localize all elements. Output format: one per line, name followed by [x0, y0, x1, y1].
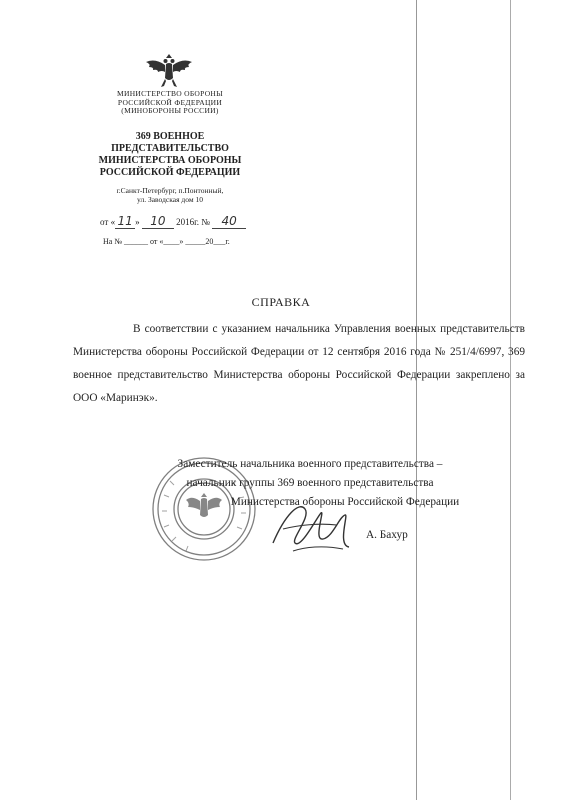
eagle-emblem-icon: [143, 50, 195, 90]
registration-date-line: [100, 214, 246, 229]
reg-day: 11: [115, 214, 135, 229]
unit-line: ПРЕДСТАВИТЕЛЬСТВО: [111, 143, 229, 154]
position-line: Министерства обороны Российской Федерации: [230, 496, 460, 508]
signer-name: А. Бахур: [366, 529, 408, 541]
address-line: ул. Заводская дом 10: [137, 194, 203, 204]
ministry-block: [70, 90, 270, 116]
unit-block: [70, 131, 270, 179]
reg-year-prefix: 2016г. №: [176, 217, 210, 227]
ministry-line: (МИНОБОРОНЫ РОССИИ): [121, 106, 219, 116]
address-line: г.Санкт-Петербург, п.Понтонный,: [116, 186, 224, 195]
signature-position-block: [150, 455, 470, 512]
registration-ref-line: На № ______ от «____» _____20___г.: [103, 237, 230, 246]
reg-from-prefix: от «: [100, 217, 116, 227]
body-paragraph: В соответствии с указанием начальника Управления военных представительств Министерства обороны Российской Федерации от 12 сентября 2016 года № 251/4/6997, 369 военное представительство Министерства обороны Российской Федерации закреплено за ООО «Маринэк».: [73, 323, 525, 404]
unit-line: РОССИЙСКОЙ ФЕДЕРАЦИИ: [99, 167, 241, 178]
reg-month: 10: [142, 214, 174, 229]
address-block: [70, 187, 270, 204]
document-body: [73, 318, 525, 410]
position-line: Заместитель начальника военного представительства –: [177, 458, 443, 470]
document-title: СПРАВКА: [251, 295, 311, 309]
unit-line: МИНИСТЕРСТВА ОБОРОНЫ: [98, 155, 242, 166]
ministry-line: МИНИСТЕРСТВО ОБОРОНЫ: [117, 89, 223, 98]
ministry-line: РОССИЙСКОЙ ФЕДЕРАЦИИ: [117, 97, 223, 107]
unit-line: 369 ВОЕННОЕ: [135, 131, 205, 142]
position-line: начальник группы 369 военного представительства: [186, 477, 434, 489]
reg-number: 40: [212, 214, 246, 229]
reg-day-suffix: »: [135, 217, 140, 227]
